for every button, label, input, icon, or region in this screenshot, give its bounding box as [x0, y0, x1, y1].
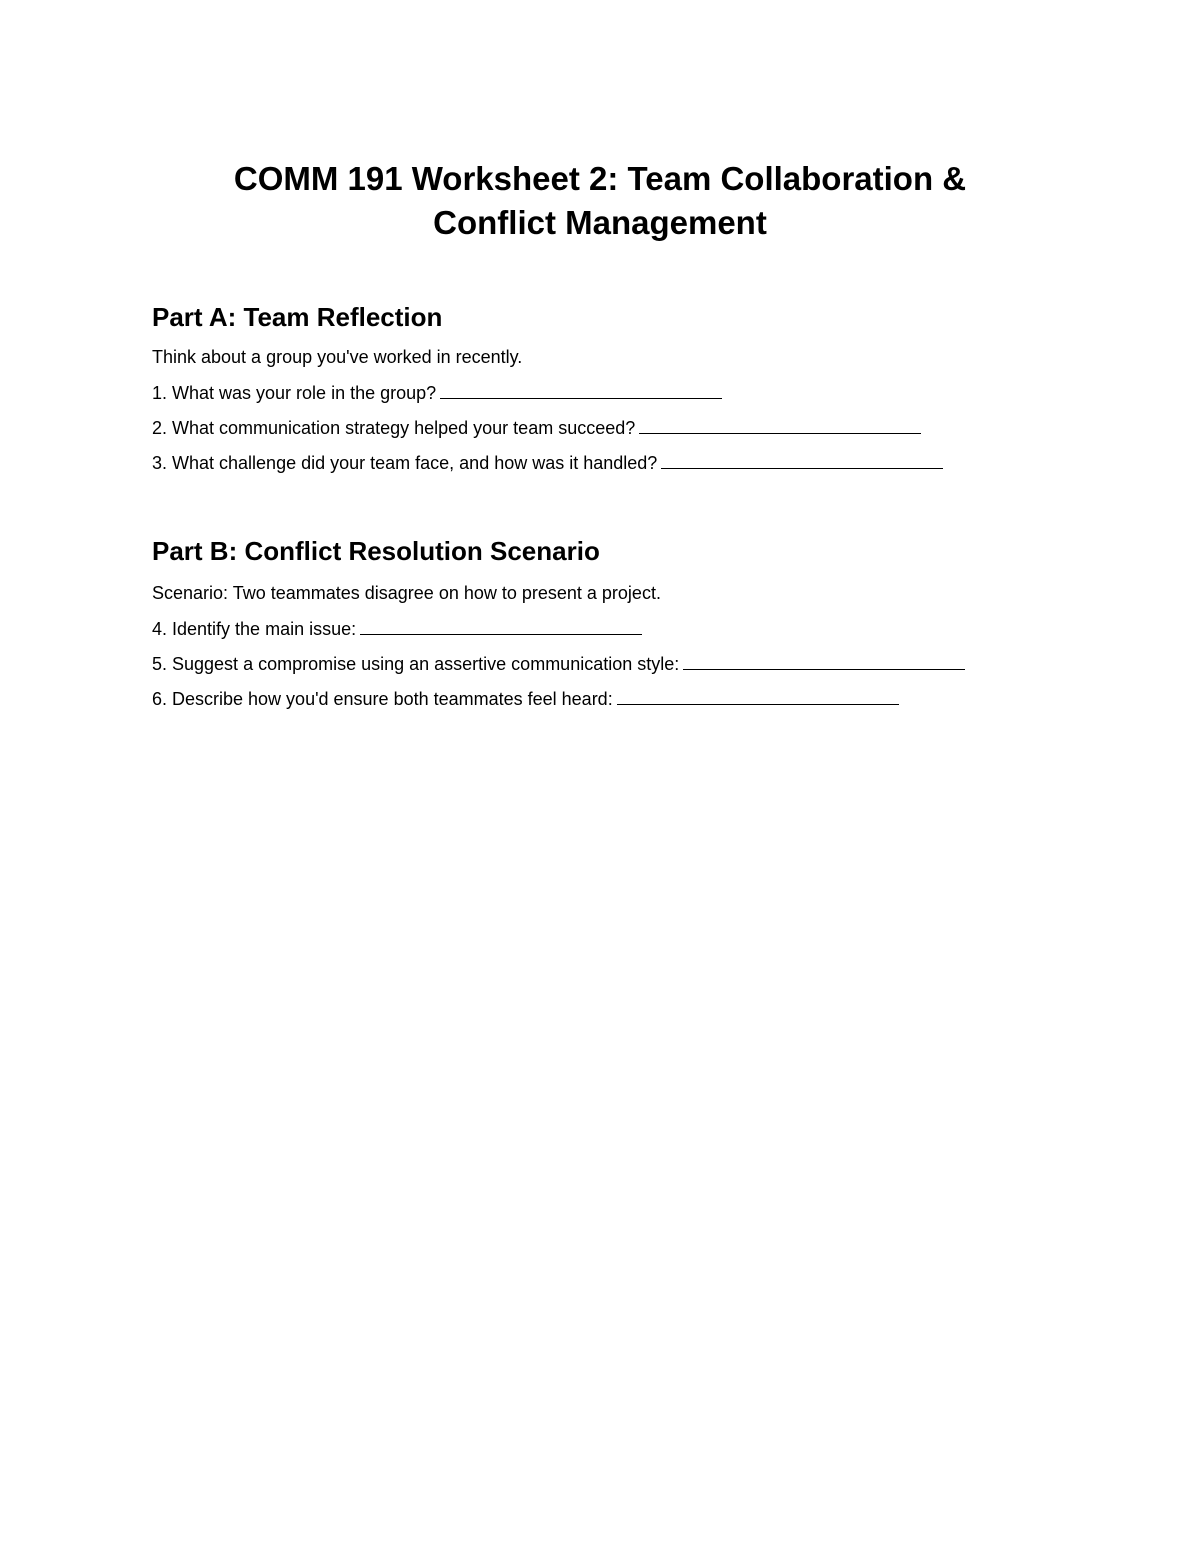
part-a-question-1: [152, 381, 722, 405]
question-text: 6. Describe how you'd ensure both teammates feel heard:: [152, 689, 613, 709]
worksheet-title: [100, 157, 1100, 245]
title-line-1: COMM 191 Worksheet 2: Team Collaboration &: [233, 160, 967, 197]
part-a-question-2: [152, 416, 921, 440]
answer-blank[interactable]: [617, 690, 899, 705]
part-a-question-3: [152, 451, 943, 475]
part-b-question-5: [152, 652, 965, 676]
question-text: 5. Suggest a compromise using an assertive communication style:: [152, 654, 680, 674]
question-text: 1. What was your role in the group?: [152, 383, 437, 403]
part-b-heading: Part B: Conflict Resolution Scenario: [152, 536, 600, 566]
answer-blank[interactable]: [683, 655, 965, 670]
part-a-intro: Think about a group you've worked in recently.: [152, 347, 523, 367]
question-text: 2. What communication strategy helped your team succeed?: [152, 418, 636, 438]
answer-blank[interactable]: [661, 454, 943, 469]
part-b-question-6: [152, 687, 899, 711]
answer-blank[interactable]: [440, 384, 722, 399]
title-line-2: Conflict Management: [433, 204, 767, 241]
question-text: 4. Identify the main issue:: [152, 619, 357, 639]
answer-blank[interactable]: [639, 419, 921, 434]
part-b-question-4: [152, 617, 642, 641]
answer-blank[interactable]: [360, 620, 642, 635]
question-text: 3. What challenge did your team face, and how was it handled?: [152, 453, 658, 473]
part-a-heading: Part A: Team Reflection: [152, 302, 443, 332]
part-b-intro: Scenario: Two teammates disagree on how to present a project.: [152, 583, 661, 603]
